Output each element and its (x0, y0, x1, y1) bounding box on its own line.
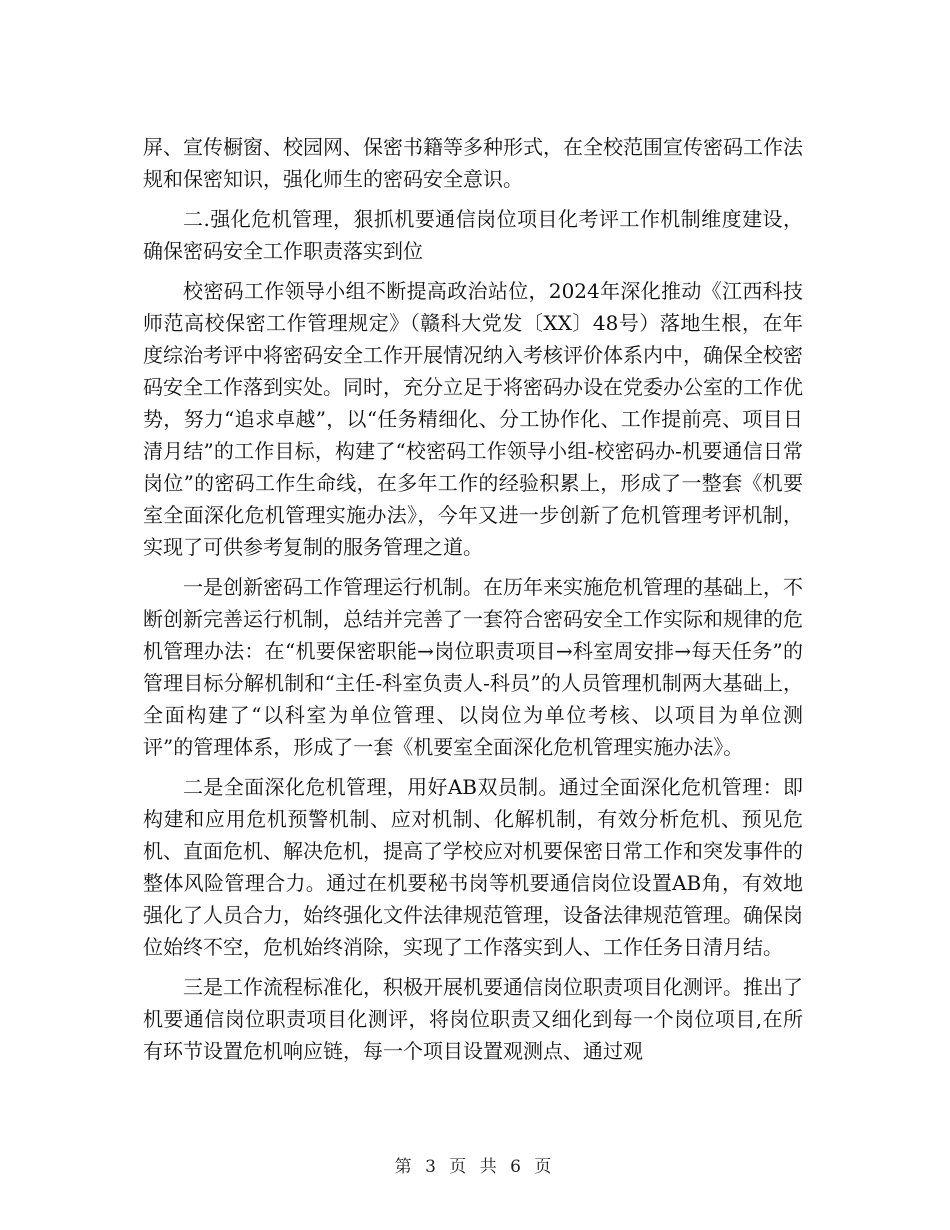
page-footer: 第 3 页 共 6 页 (394, 1157, 556, 1177)
paragraph: 三是工作流程标准化，积极开展机要通信岗位职责项目化测评。推出了机要通信岗位职责项目化测评，将岗位职责又细化到每一个岗位项目,在所有环节设置危机响应链，每一个项目设置观测点、通过观 (143, 975, 803, 1063)
paragraph: 二是全面深化危机管理，用好AB双员制。通过全面深化危机管理：即构建和应用危机预警机制、应对机制、化解机制，有效分析危机、预见危机、直面危机、解决危机，提高了学校应对机要保密日常工作和突发事件的整体风险管理合力。通过在机要秘书岗等机要通信岗位设置AB角，有效地强化了人员合力，始终强化文件法律规范管理，设备法律规范管理。确保岗位始终不空，危机始终消除，实现了工作落实到人、工作任务日清月结。 (143, 775, 803, 959)
paragraph: 校密码工作领导小组不断提高政治站位，2024年深化推动《江西科技师范高校保密工作管理规定》（赣科大党发〔XX〕48号）落地生根，在年度综治考评中将密码安全工作开展情况纳入考核评价体系内中，确保全校密码安全工作落到实处。同时，充分立足于将密码办设在党委办公室的工作优势，努力“追求卓越”，以“任务精细化、分工协作化、工作提前亮、项目日清月结”的工作目标，构建了“校密码工作领导小组-校密码办-机要通信日常岗位”的密码工作生命线，在多年工作的经验积累上，形成了一整套《机要室全面深化危机管理实施办法》，今年又进一步创新了危机管理考评机制，实现了可供参考复制的服务管理之道。 (143, 279, 803, 559)
body-text (143, 131, 803, 1067)
section-heading: 二.强化危机管理，狠抓机要通信岗位项目化考评工作机制维度建设，确保密码安全工作职责落实到位 (143, 207, 803, 263)
paragraph: 一是创新密码工作管理运行机制。在历年来实施危机管理的基础上，不断创新完善运行机制，总结并完善了一套符合密码安全工作实际和规律的危机管理办法：在“机要保密职能→岗位职责项目→科室周安排→每天任务”的管理目标分解机制和“主任-科室负责人-科员”的人员管理机制两大基础上，全面构建了“以科室为单位管理、以岗位为单位考核、以项目为单位测评”的管理体系，形成了一套《机要室全面深化危机管理实施办法》。 (143, 575, 803, 759)
paragraph-continued: 屏、宣传橱窗、校园网、保密书籍等多种形式，在全校范围宣传密码工作法规和保密知识，强化师生的密码安全意识。 (143, 135, 803, 191)
